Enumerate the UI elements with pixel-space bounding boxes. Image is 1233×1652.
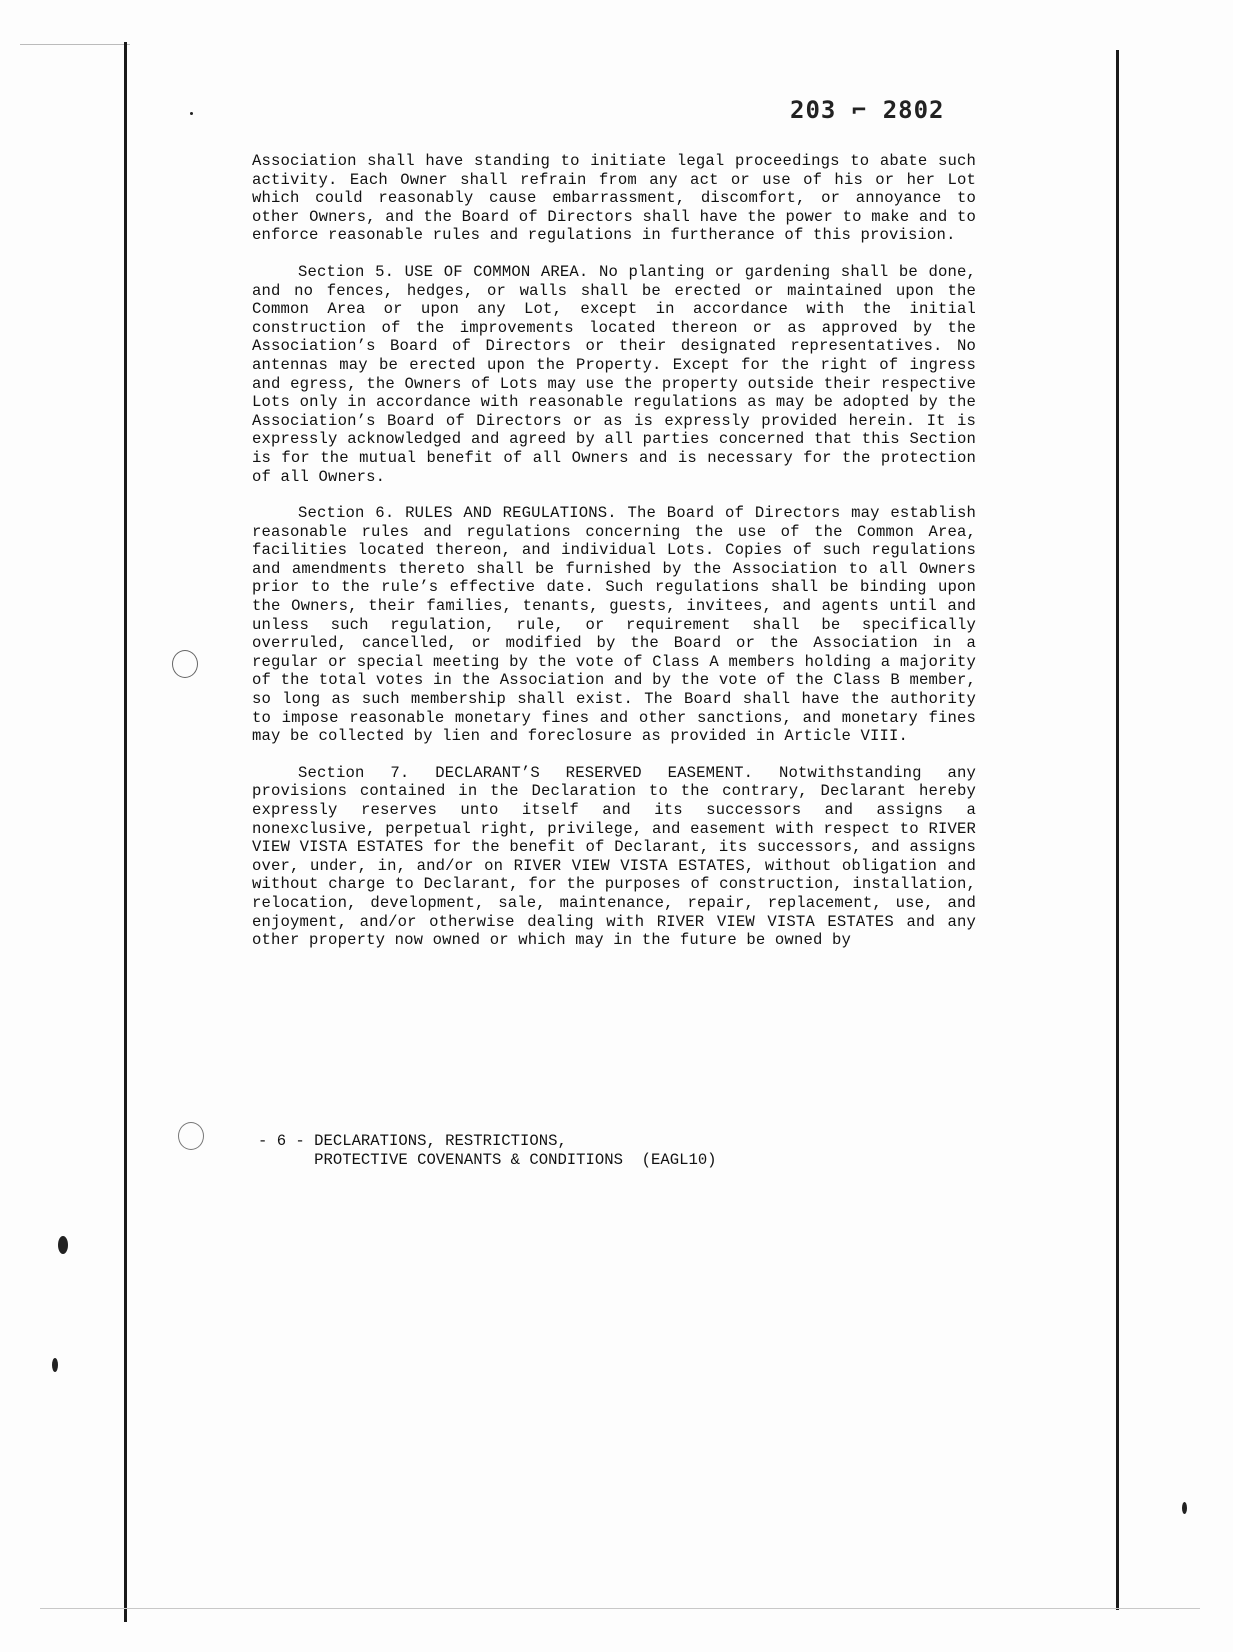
paragraph-continuation: Association shall have standing to initiate legal proceedings to abate such activity. Each Owner shall refrain from any act or use of his or her Lot which could reasonably cause embarrassment, discomfort, or annoyance to other Owners, and the Board of Directors shall have the power to make and to enforce reasonable rules and regulations in furtherance of this provision. <box>252 152 976 245</box>
paragraph-section-7: Section 7. DECLARANT’S RESERVED EASEMENT. Notwithstanding any provisions contained in the Declaration to the contrary, Declarant hereby expressly reserves unto itself and its successors and assigns a nonexclusive, perpetual right, privilege, and easement with respect to RIVER VIEW VISTA ESTATES for the benefit of Declarant, its successors, and assigns over, under, in, and/or on RIVER VIEW VISTA ESTATES, without obligation and without charge to Declarant, for the purposes of construction, installation, relocation, development, sale, maintenance, repair, replacement, use, and enjoyment, and/or otherwise dealing with RIVER VIEW VISTA ESTATES and any other property now owned or which may in the future be owned by <box>252 763 976 950</box>
scan-speck <box>190 112 193 115</box>
document-body <box>252 152 976 968</box>
footer-line-2: PROTECTIVE COVENANTS & CONDITIONS (EAGL10) <box>258 1150 717 1169</box>
paragraph-section-5: Section 5. USE OF COMMON AREA. No planting or gardening shall be done, and no fences, hedges, or walls shall be erected or maintained upon the Common Area or upon any Lot, except in accordance with the initial construction of the improvements located thereon or as approved by the Association’s Board of Directors or their designated representatives. No antennas may be erected upon the Property. Except for the right of ingress and egress, the Owners of Lots may use the property outside their respective Lots only in accordance with reasonable regulations as may be adopted by the Association’s Board of Directors or as is expressly provided herein. It is expressly acknowledged and agreed by all parties concerned that this Section is for the mutual benefit of all Owners and is necessary for the protection of all Owners. <box>252 262 976 486</box>
punch-hole-mark <box>178 1122 204 1150</box>
scan-speck <box>1182 1502 1187 1514</box>
scan-bottom-edge <box>40 1608 1200 1609</box>
scan-edge-line <box>20 44 130 45</box>
recording-page-stamp: 203 ⌐ 2802 <box>790 96 945 124</box>
right-margin-rule <box>1116 50 1119 1610</box>
scan-speck <box>52 1358 58 1372</box>
left-margin-rule <box>124 42 127 1622</box>
paragraph-section-6: Section 6. RULES AND REGULATIONS. The Board of Directors may establish reasonable rules and regulations concerning the use of the Common Area, facilities located thereon, and individual Lots. Copies of such regulations and amendments thereto shall be furnished by the Association to all Owners prior to the rule’s effective date. Such regulations shall be binding upon the Owners, their families, tenants, guests, invitees, and agents until and unless such regulation, rule, or requirement shall be specifically overruled, cancelled, or modified by the Board or the Association in a regular or special meeting by the vote of Class A members holding a majority of the total votes in the Association and by the vote of the Class B member, so long as such membership shall exist. The Board shall have the authority to impose reasonable monetary fines and other sanctions, and monetary fines may be collected by lien and foreclosure as provided in Article VIII. <box>252 504 976 746</box>
punch-hole-mark <box>172 650 198 678</box>
scan-speck <box>58 1236 68 1254</box>
footer-line-1: - 6 - DECLARATIONS, RESTRICTIONS, <box>258 1132 567 1150</box>
page-footer <box>258 1132 717 1169</box>
